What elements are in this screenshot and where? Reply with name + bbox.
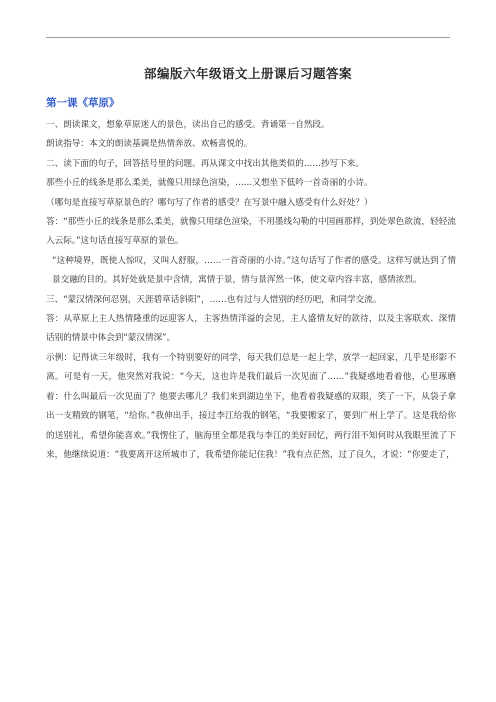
question-3: 三、“蒙汉情深何忍别，天涯碧草话斜阳”，……也有过与人惜别的经历吧，和同学交流。 xyxy=(46,294,382,305)
reading-guide: 朗读指导：本文的朗读基调是热情奔放、欢畅喜悦的。 xyxy=(46,139,253,150)
quoted-sentence: 那些小丘的线条是那么柔美，就像只用绿色渲染，……又想坐下低吟一首奇丽的小诗。 xyxy=(46,178,373,189)
document-body xyxy=(46,116,456,465)
lesson-heading: 第一课《草原》 xyxy=(46,97,120,109)
answer-2a: 答：“那些小丘的线条是那么柔美，就像只用绿色渲染，不用墨线勾勒的中国画那样，到处翠色欲流，轻轻流入云际。”这句话直接写草原的景色。 xyxy=(46,217,456,247)
header-rule xyxy=(46,37,450,38)
example-text: 示例：记得读三年级时，我有一个特别要好的同学，每天我们总是一起上学，放学一起回家，几乎是形影不离。可是有一天，他突然对我说：“今天，这也许是我们最后一次见面了……”我疑惑地看着他，心里琢磨着：什么叫最后一次见面了？他要去哪儿？我们来到湖边坐下，他看着我疑惑的双眼，笑了一下，从袋子拿出一支精致的钢笔，“给你。”我伸出手，接过李江给我的钢笔，“我要搬家了，要到广州上学了。这是我给你的送别礼，希望你能喜欢。”我愣住了，脑海里全都是我与李江的美好回忆，两行泪不知何时从我眼里流了下来，他继续说道：“我要离开这所城市了，我希望你能记住我！”我有点茫然，过了良久，才说：“你要走了， xyxy=(46,352,456,460)
answer-2b: “这种境界，既使人惊叹，又叫人舒服，……一首奇丽的小诗。”这句话写了作者的感受。这样写就达到了情景交融的目的。其好处就是景中含情，寓情于景，情与景浑然一体，使文章内容丰富，感情浓烈。 xyxy=(52,255,456,286)
sub-question: （哪句是直接写草原景色的？哪句写了作者的感受？在写景中融入感受有什么好处？） xyxy=(46,197,373,208)
question-2: 二、读下面的句子，回答括号里的问题。再从课文中找出其他类似的……抄写下来。 xyxy=(46,158,364,169)
document-title: 部编版六年级语文上册课后习题答案 xyxy=(143,66,352,81)
question-1: 一、朗读课文，想象草原迷人的景色，读出自己的感受。背诵第一自然段。 xyxy=(46,120,330,130)
answer-3: 答：从草原上主人热情隆重的远迎客人，主客热情洋溢的会见，主人盛情友好的款待，以及主客联欢、深情话别的情景中体会到“蒙汉情深”。 xyxy=(46,314,456,344)
